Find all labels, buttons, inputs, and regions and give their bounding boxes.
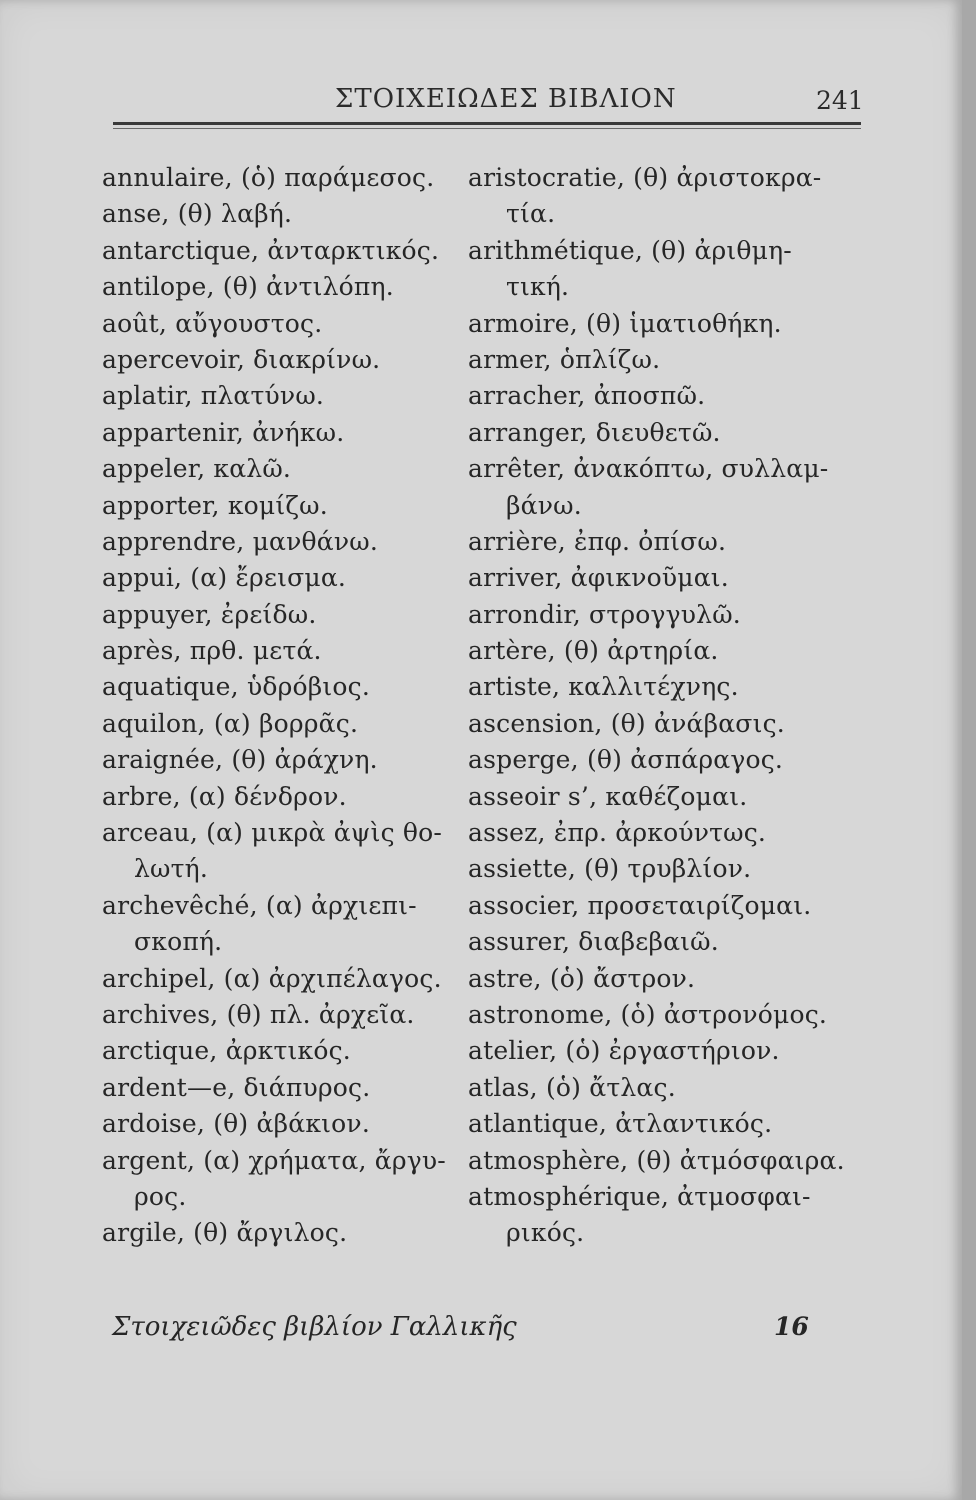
dictionary-entry: astre, (ὁ) ἄστρον. [468, 963, 696, 993]
dictionary-entry-continuation: τική. [506, 272, 570, 302]
dictionary-entry: argent, (α) χρήματα, ἄργυ- [102, 1145, 446, 1175]
page-edge [962, 0, 976, 1500]
dictionary-entry: antilope, (θ) ἀντιλόπη. [102, 272, 394, 302]
dictionary-entry: assiette, (θ) τρυβλίον. [468, 854, 752, 884]
dictionary-entry: asseoir s’, καθέζομαι. [468, 781, 748, 811]
dictionary-entry: apporter, κομίζω. [102, 490, 328, 520]
dictionary-entry: arithmétique, (θ) ἀριθμη- [468, 235, 792, 265]
dictionary-entry: appui, (α) ἔρεισμα. [102, 563, 347, 593]
page-number: 241 [816, 86, 864, 115]
dictionary-entry: apercevoir, διακρίνω. [102, 344, 381, 374]
dictionary-entry-continuation: σκοπή. [134, 927, 223, 957]
left-column-entries [84, 160, 464, 1252]
dictionary-entry: associer, προσεταιρίζομαι. [468, 890, 812, 920]
dictionary-entry: annulaire, (ὁ) παράμεσος. [102, 163, 435, 192]
dictionary-entry: arrière, ἐπφ. ὀπίσω. [468, 526, 727, 556]
dictionary-entry: appeler, καλῶ. [102, 454, 292, 484]
dictionary-entry: astronome, (ὁ) ἀστρονόμος. [468, 999, 828, 1029]
dictionary-entry: anse, (θ) λαβή. [102, 199, 293, 229]
dictionary-entry: assurer, διαβεβαιῶ. [468, 927, 719, 957]
dictionary-entry: aquatique, ὑδρόβιος. [102, 672, 371, 702]
dictionary-entry: archevêché, (α) ἀρχιεπι- [102, 890, 417, 920]
dictionary-entry: atlantique, ἀτλαντικός. [468, 1109, 773, 1139]
dictionary-entry: argile, (θ) ἄργιλος. [102, 1218, 348, 1248]
dictionary-entry: arriver, ἀφικνοῦμαι. [468, 563, 729, 593]
running-header-title: ΣΤΟΙΧΕΙΩΔΕΣ ΒΙΒΛΙΟΝ [335, 84, 677, 114]
dictionary-entry: apprendre, μανθάνω. [102, 526, 378, 556]
dictionary-entry-continuation: βάνω. [506, 490, 582, 520]
dictionary-entry: ascension, (θ) ἀνάβασις. [468, 708, 785, 738]
header-rule-thin [113, 128, 861, 129]
dictionary-entry: arceau, (α) μικρὰ ἀψὶς θο- [102, 818, 443, 848]
dictionary-entry: arbre, (α) δένδρον. [102, 781, 347, 811]
dictionary-entry: août, αὔγουστος. [102, 308, 323, 338]
dictionary-entry: ardoise, (θ) ἀβάκιον. [102, 1109, 370, 1139]
header-rule-thick [113, 122, 861, 125]
dictionary-entry: artère, (θ) ἀρτηρία. [468, 636, 719, 666]
dictionary-entry: asperge, (θ) ἀσπάραγος. [468, 745, 784, 775]
dictionary-entry-continuation: ρος. [134, 1181, 187, 1211]
dictionary-entry: atlas, (ὁ) ἄτλας. [468, 1072, 676, 1102]
dictionary-entry: armer, ὁπλίζω. [468, 344, 661, 374]
dictionary-entry: atmosphérique, ἀτμοσφαι- [468, 1181, 811, 1211]
dictionary-entry: atmosphère, (θ) ἀτμόσφαιρα. [468, 1145, 845, 1175]
dictionary-entry-continuation: λωτή. [134, 854, 208, 884]
dictionary-entry: arrêter, ἀνακόπτω, συλλαμ- [468, 454, 829, 484]
dictionary-entry-continuation: ρικός. [506, 1218, 585, 1248]
dictionary-entry: aquilon, (α) βορρᾶς. [102, 708, 359, 738]
footer-book-title: Στοιχειῶδες βιβλίον Γαλλικῆς [112, 1312, 517, 1342]
dictionary-entry: antarctique, ἀνταρκτικός. [102, 235, 440, 265]
dictionary-entry: armoire, (θ) ἱματιοθήκη. [468, 308, 782, 338]
dictionary-entry: atelier, (ὁ) ἐργαστήριον. [468, 1036, 780, 1066]
dictionary-entry: appartenir, ἀνήκω. [102, 417, 345, 447]
dictionary-entry: arrondir, στρογγυλῶ. [468, 599, 741, 629]
dictionary-entry: ardent—e, διάπυρος. [102, 1072, 371, 1102]
right-column-entries [468, 160, 848, 1252]
dictionary-entry: aplatir, πλατύνω. [102, 381, 325, 411]
dictionary-entry: arctique, ἀρκτικός. [102, 1036, 351, 1066]
dictionary-entry: arranger, διευθετῶ. [468, 417, 721, 447]
dictionary-entry: appuyer, ἐρείδω. [102, 599, 317, 629]
dictionary-entry: aristocratie, (θ) ἀριστοκρα- [468, 163, 822, 192]
dictionary-entry: araignée, (θ) ἀράχνη. [102, 745, 378, 775]
dictionary-entry: artiste, καλλιτέχνης. [468, 672, 739, 702]
dictionary-entry: arracher, ἀποσπῶ. [468, 381, 706, 411]
dictionary-entry: assez, ἐπρ. ἀρκούντως. [468, 818, 767, 848]
dictionary-entry: archives, (θ) πλ. ἀρχεῖα. [102, 999, 415, 1029]
dictionary-entry-continuation: τία. [506, 199, 556, 229]
signature-mark: 16 [774, 1312, 809, 1341]
dictionary-entry: archipel, (α) ἀρχιπέλαγος. [102, 963, 442, 993]
dictionary-entry: après, πρθ. μετά. [102, 636, 322, 666]
